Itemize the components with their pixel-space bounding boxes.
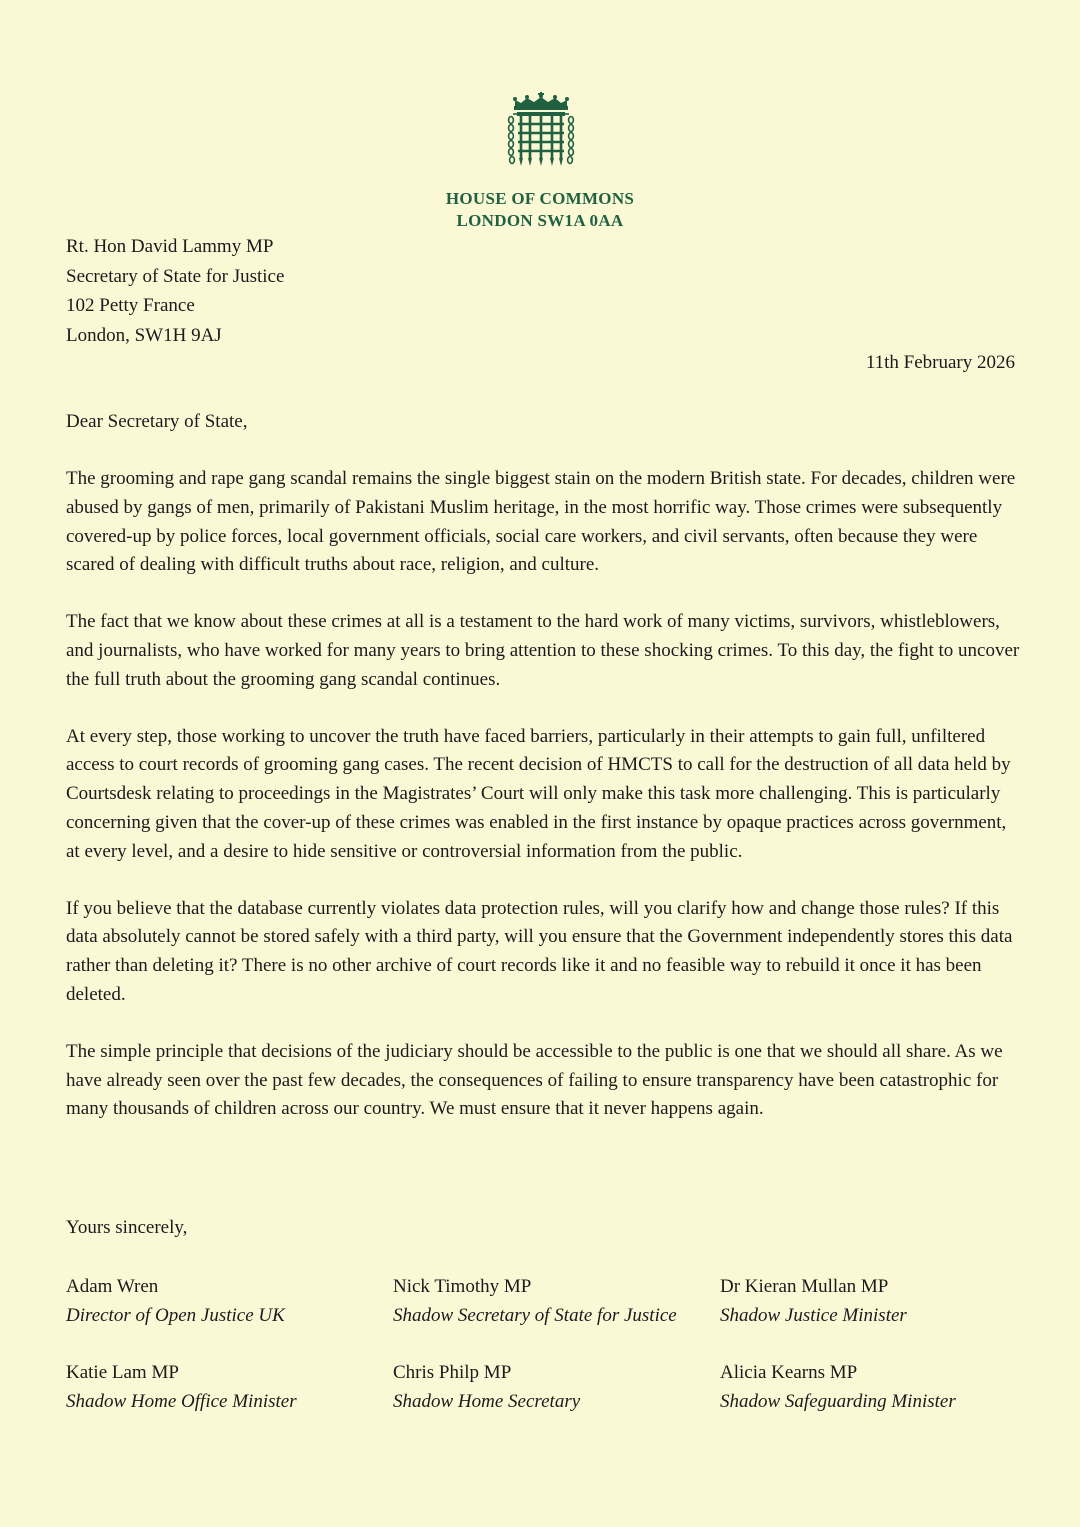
body-paragraph: The fact that we know about these crimes at all is a testament to the hard work of many victims, survivors, whistleblowers, and journalists, who have worked for many years to bring attention to these shocking crimes. To this day, the fight to uncover the full truth about the grooming gang scandal continues. — [66, 611, 1020, 690]
signatory-name: Katie Lam MP — [66, 1362, 179, 1383]
salutation: Dear Secretary of State, — [66, 411, 248, 432]
signatory-role: Director of Open Justice UK — [66, 1304, 285, 1326]
body-paragraph: The grooming and rape gang scandal remains the single biggest stain on the modern British state. For decades, children were abused by gangs of men, primarily of Pakistani Muslim heritage, in the most horrific way. Those crimes were subsequently covered-up by police forces, local government officials, social care workers, and civil servants, often because they were scared of dealing with difficult truths about race, religion, and culture. — [66, 468, 1016, 576]
body-paragraph: If you believe that the database currently violates data protection rules, will you clarify how and change those rules? If this data absolutely cannot be stored safely with a third party, will you ensure that the Government independently stores this data rather than deleting it? There is no other archive of court records like it and no feasible way to rebuild it once it has been deleted. — [66, 897, 1013, 1005]
signatory-role: Shadow Home Secretary — [393, 1390, 581, 1412]
signatory — [393, 1273, 720, 1330]
signatory-role: Shadow Safeguarding Minister — [720, 1390, 956, 1412]
letterhead — [0, 188, 1080, 232]
recipient-title: Secretary of State for Justice — [66, 265, 285, 287]
signatory-role: Shadow Secretary of State for Justice — [393, 1304, 677, 1326]
recipient-city: London, SW1H 9AJ — [66, 324, 222, 346]
letter-body — [66, 465, 1021, 1152]
signatory-role: Shadow Justice Minister — [720, 1304, 907, 1326]
recipient-name: Rt. Hon David Lammy MP — [66, 236, 274, 257]
signatory-name: Nick Timothy MP — [393, 1276, 532, 1297]
signatory — [720, 1273, 1026, 1330]
closing: Yours sincerely, — [66, 1217, 188, 1238]
letter-date: 11th February 2026 — [865, 352, 1015, 373]
signatory — [720, 1359, 1026, 1416]
body-paragraph: The simple principle that decisions of the judiciary should be accessible to the public is one that we should all share. As we have already seen over the past few decades, the consequences of failing to ensure transparency have been catastrophic for many thousands of children across our country. We must ensure that it never happens again. — [66, 1040, 1003, 1120]
letterhead-line-1: HOUSE OF COMMONS — [445, 189, 635, 208]
signatory-name: Alicia Kearns MP — [720, 1362, 858, 1383]
signatory — [393, 1359, 720, 1416]
letterhead-line-2: LONDON SW1A 0AA — [456, 211, 624, 230]
signatory — [66, 1273, 393, 1330]
signatories — [66, 1273, 1026, 1416]
signatory-role: Shadow Home Office Minister — [66, 1390, 297, 1412]
signatory — [66, 1359, 393, 1416]
signatory-name: Dr Kieran Mullan MP — [720, 1276, 889, 1297]
recipient-address — [66, 232, 284, 350]
recipient-street: 102 Petty France — [66, 295, 195, 316]
signatory-name: Chris Philp MP — [393, 1362, 512, 1383]
signatory-name: Adam Wren — [66, 1276, 159, 1297]
portcullis-crest-icon — [507, 92, 575, 170]
body-paragraph: At every step, those working to uncover the truth have faced barriers, particularly in their attempts to gain full, unfiltered access to court records of grooming gang cases. The recent decision of HMCTS to call for the destruction of all data held by Courtsdesk relating to proceedings in the Magistrates’ Court will only make this task more challenging. This is particularly concerning given that the cover-up of these crimes was enabled in the first instance by opaque practices across government, at every level, and a desire to hide sensitive or controversial information from the public. — [66, 725, 1011, 862]
